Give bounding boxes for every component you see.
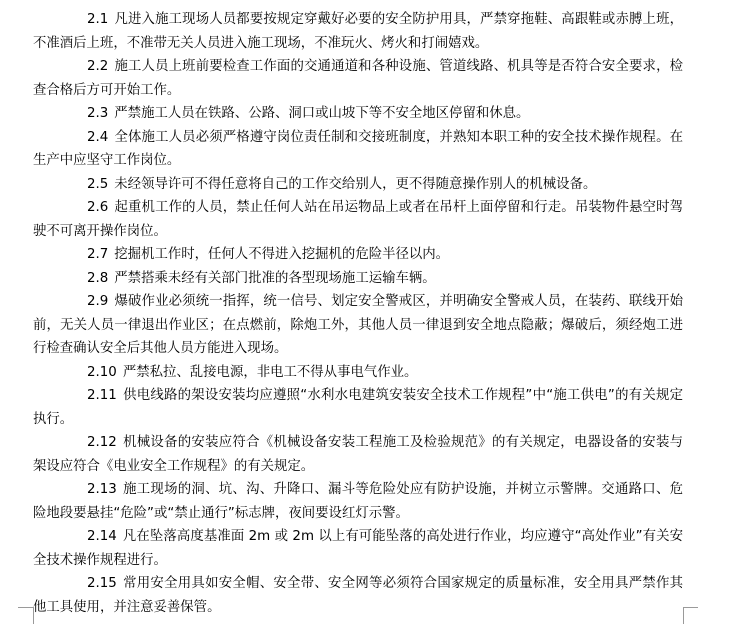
clause-number: 2.14 bbox=[87, 529, 117, 544]
clause-text: 严禁施工人员在铁路、公路、洞口或山坡下等不安全地区停留和休息。 bbox=[114, 106, 530, 121]
clause-number: 2.15 bbox=[87, 576, 117, 591]
clause-number: 2.8 bbox=[87, 270, 109, 286]
clause-text: 供电线路的架设安装均应遵照“水利水电建筑安装安全技术工作规程”中“施工供电”的有关规定执行。 bbox=[33, 388, 683, 427]
clause-2-10 bbox=[33, 361, 683, 385]
clause-text: 未经领导许可不得任意将自己的工作交给别人，更不得随意操作别人的机械设备。 bbox=[114, 176, 597, 192]
clause-2-9 bbox=[33, 290, 683, 361]
document-body bbox=[33, 8, 683, 619]
clause-2-7 bbox=[33, 243, 683, 267]
clause-text: 挖掘机工作时，任何人不得进入挖掘机的危险半径以内。 bbox=[114, 247, 450, 262]
clause-2-11 bbox=[33, 384, 683, 431]
clause-text: 爆破作业必须统一指挥，统一信号、划定安全警戒区，并明确安全警戒人员，在装药、联线开始前，无关人员一律退出作业区；在点燃前，除炮工外，其他人员一律退到安全地点隐蔽；爆破后，须经炮工进行检查确认安全后其他人员方能进入现场。 bbox=[33, 294, 683, 356]
clause-number: 2.7 bbox=[87, 247, 109, 262]
clause-2-1 bbox=[33, 8, 683, 55]
clause-2-6 bbox=[33, 196, 683, 243]
clause-text: 机械设备的安装应符合《机械设备安装工程施工及检验规范》的有关规定，电器设备的安装与架设应符合《电业安全工作规程》的有关规定。 bbox=[33, 435, 683, 474]
clause-2-12 bbox=[33, 431, 683, 478]
clause-2-13 bbox=[33, 478, 683, 525]
clause-text: 施工人员上班前要检查工作面的交通通道和各种设施、管道线路、机具等是否符合安全要求，检查合格后方可开始工作。 bbox=[33, 59, 683, 98]
clause-number: 2.4 bbox=[87, 129, 109, 145]
page-corner-mark-left-horizontal bbox=[18, 607, 33, 608]
clause-text: 常用安全用具如安全帽、安全带、安全网等必须符合国家规定的质量标准，安全用具严禁作其他工具使用，并注意妥善保管。 bbox=[33, 576, 683, 615]
clause-2-4 bbox=[33, 126, 683, 173]
page-corner-mark-right bbox=[683, 607, 692, 624]
page-corner-mark-right-horizontal bbox=[683, 607, 698, 608]
clause-2-5 bbox=[33, 173, 683, 197]
clause-text: 凡在坠落高度基准面 2m 或 2m 以上有可能坠落的高处进行作业，均应遵守“高处作业”有关安全技术操作规程进行。 bbox=[33, 529, 683, 568]
clause-number: 2.2 bbox=[87, 59, 109, 74]
clause-text: 严禁搭乘未经有关部门批准的各型现场施工运输车辆。 bbox=[114, 270, 436, 286]
clause-number: 2.3 bbox=[87, 106, 109, 121]
clause-2-15 bbox=[33, 572, 683, 619]
clause-number: 2.9 bbox=[87, 294, 109, 309]
clause-text: 严禁私拉、乱接电源，非电工不得从事电气作业。 bbox=[122, 364, 418, 380]
clause-number: 2.10 bbox=[87, 364, 117, 380]
clause-number: 2.12 bbox=[87, 435, 117, 450]
clause-text: 施工现场的洞、坑、沟、升降口、漏斗等危险处应有防护设施，并树立示警牌。交通路口、危险地段要悬挂“危险”或“禁止通行”标志牌，夜间要设红灯示警。 bbox=[33, 482, 683, 521]
clause-2-2 bbox=[33, 55, 683, 102]
clause-number: 2.5 bbox=[87, 176, 109, 192]
clause-number: 2.13 bbox=[87, 482, 117, 497]
clause-text: 凡进入施工现场人员都要按规定穿戴好必要的安全防护用具，严禁穿拖鞋、高跟鞋或赤膊上班，不准酒后上班，不准带无关人员进入施工现场，不准玩火、烤火和打闹嬉戏。 bbox=[33, 12, 683, 51]
clause-number: 2.6 bbox=[87, 200, 109, 215]
clause-text: 全体施工人员必须严格遵守岗位责任制和交接班制度，并熟知本职工种的安全技术操作规程。在生产中应坚守工作岗位。 bbox=[33, 129, 683, 168]
clause-2-3 bbox=[33, 102, 683, 126]
clause-2-14 bbox=[33, 525, 683, 572]
clause-number: 2.1 bbox=[87, 12, 109, 27]
clause-number: 2.11 bbox=[87, 388, 117, 403]
page-corner-mark-left bbox=[25, 607, 34, 624]
clause-2-8 bbox=[33, 267, 683, 291]
clause-text: 起重机工作的人员，禁止任何人站在吊运物品上或者在吊杆上面停留和行走。吊装物件悬空时驾驶不可离开操作岗位。 bbox=[33, 200, 683, 239]
